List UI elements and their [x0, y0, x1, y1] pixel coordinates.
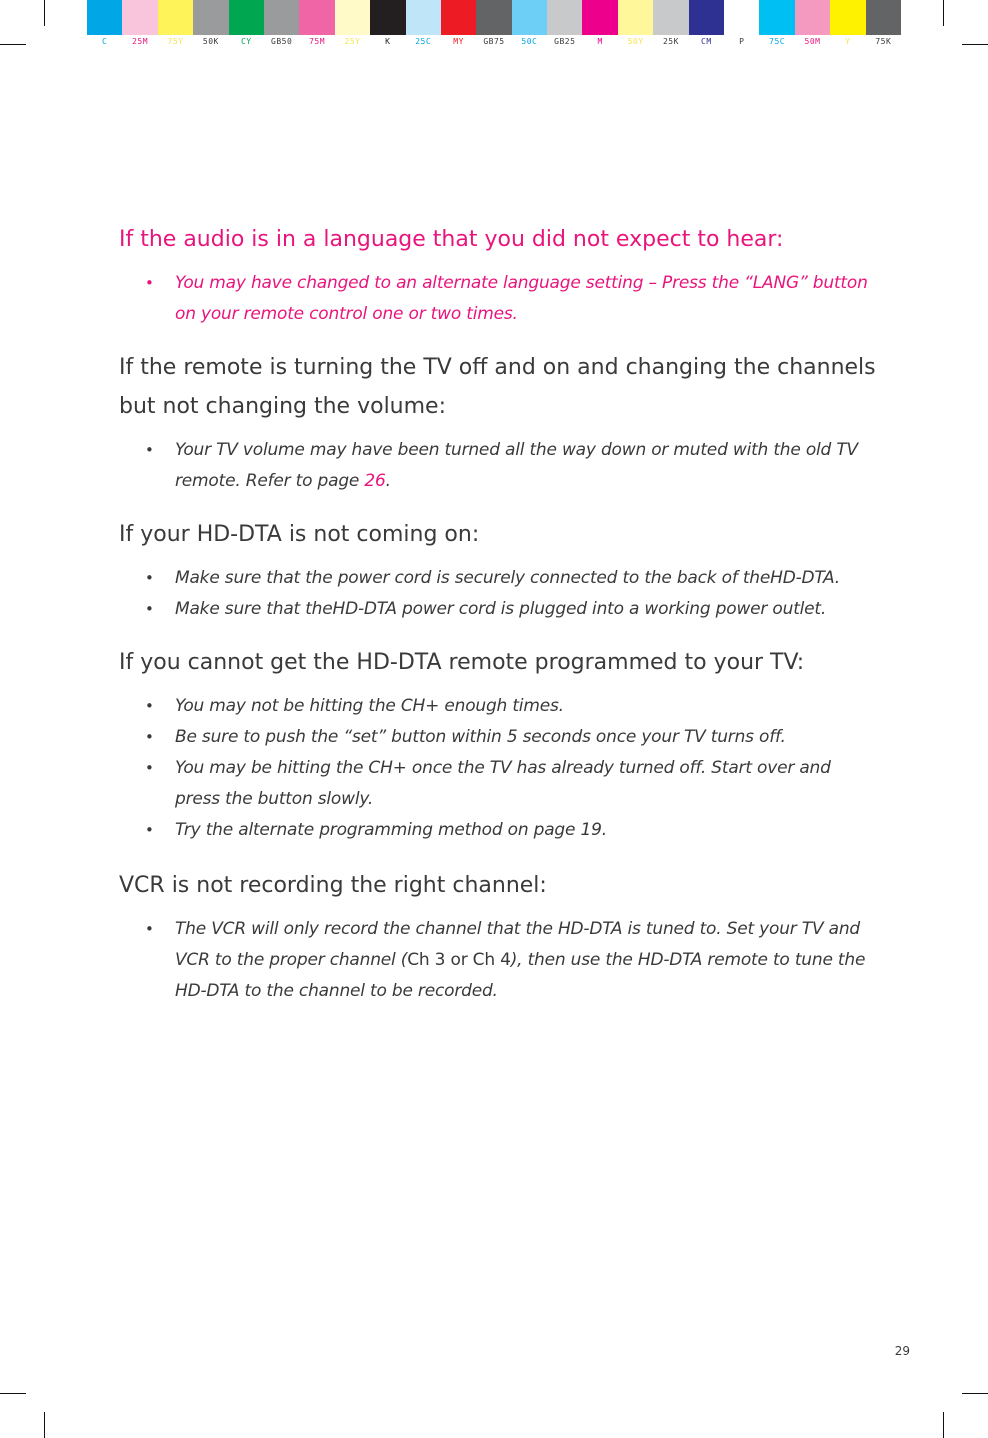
color-swatch	[653, 0, 688, 35]
color-swatch-label: GB50	[271, 37, 293, 46]
color-swatch-label: C	[102, 37, 108, 46]
bullet-icon: •	[145, 759, 154, 777]
list-item	[119, 435, 879, 497]
list-item	[119, 563, 879, 594]
color-swatch-label: 25M	[132, 37, 149, 46]
bullet-icon: •	[145, 697, 154, 715]
section-remote-volume	[119, 348, 879, 497]
crop-mark-bottom-right-horizontal	[962, 1393, 988, 1394]
color-swatch-label: 50K	[202, 37, 219, 46]
color-swatch	[87, 0, 122, 35]
list-item	[119, 722, 879, 753]
color-swatch	[299, 0, 334, 35]
bullet-icon: •	[145, 728, 154, 746]
color-swatch	[547, 0, 582, 35]
color-swatch-label: 75M	[309, 37, 326, 46]
bullet-text: You may be hitting the CH+ once the TV has already turned off. Start over and press the button slowly.	[175, 758, 831, 809]
crop-mark-bottom-left-vertical	[44, 1412, 45, 1438]
channel-numbers: Ch 3 or Ch 4	[407, 950, 511, 970]
bullet-icon: •	[145, 600, 154, 618]
bullet-text-end: .	[385, 471, 391, 491]
color-swatch	[370, 0, 405, 35]
printer-color-bar	[87, 0, 901, 48]
color-swatch	[582, 0, 617, 35]
color-swatch	[724, 0, 759, 35]
list-item	[119, 691, 879, 722]
bullet-text: Try the alternate programming method on page 19.	[175, 820, 607, 840]
crop-mark-top-right-horizontal	[962, 44, 988, 45]
color-swatch-label: 75Y	[167, 37, 184, 46]
color-swatch-label: 50M	[804, 37, 821, 46]
color-swatch-label: GB25	[554, 37, 576, 46]
bullet-icon: •	[145, 274, 154, 292]
bullet-text: Make sure that theHD-DTA power cord is plugged into a working power outlet.	[175, 599, 827, 619]
list-item	[119, 914, 879, 1007]
color-swatch	[618, 0, 653, 35]
color-swatch-label: P	[739, 37, 745, 46]
bullet-list	[119, 691, 879, 846]
section-heading: VCR is not recording the right channel:	[119, 873, 547, 898]
list-item	[119, 753, 879, 815]
color-swatch	[229, 0, 264, 35]
crop-mark-top-right-vertical	[943, 0, 944, 26]
crop-mark-top-left-vertical	[44, 0, 45, 26]
section-remote-programming	[119, 643, 879, 846]
section-vcr-recording	[119, 866, 879, 1007]
color-swatch	[795, 0, 830, 35]
bullet-text: The VCR will only record the channel that the HD-DTA is tuned to. Set your TV and VCR to the proper channel (	[175, 919, 860, 970]
color-label-row	[87, 36, 901, 48]
color-swatch	[122, 0, 157, 35]
bullet-text: Be sure to push the “set” button within 5 seconds once your TV turns off.	[175, 727, 786, 747]
color-swatch	[476, 0, 511, 35]
color-swatch-label: 75K	[875, 37, 892, 46]
color-swatch-row	[87, 0, 901, 35]
section-heading: If you cannot get the HD-DTA remote programmed to your TV:	[119, 650, 805, 675]
color-swatch	[866, 0, 901, 35]
bullet-icon: •	[145, 920, 154, 938]
color-swatch	[406, 0, 441, 35]
color-swatch-label: M	[597, 37, 603, 46]
bullet-icon: •	[145, 441, 154, 459]
list-item	[119, 594, 879, 625]
color-swatch-label: 75C	[769, 37, 786, 46]
color-swatch	[335, 0, 370, 35]
bullet-list	[119, 914, 879, 1007]
crop-mark-bottom-left-horizontal	[0, 1393, 26, 1394]
crop-mark-top-left-horizontal	[0, 44, 26, 45]
page-number: 29	[894, 1344, 910, 1358]
bullet-icon: •	[145, 821, 154, 839]
color-swatch	[264, 0, 299, 35]
list-item	[119, 815, 879, 846]
color-swatch-label: MY	[453, 37, 464, 46]
section-heading: If your HD-DTA is not coming on:	[119, 522, 480, 547]
bullet-list	[119, 268, 879, 330]
bullet-text: Make sure that the power cord is securely connected to the back of theHD-DTA.	[175, 568, 840, 588]
color-swatch-label: GB75	[483, 37, 505, 46]
troubleshooting-content	[119, 220, 879, 1007]
color-swatch-label: 50Y	[627, 37, 644, 46]
bullet-list	[119, 563, 879, 625]
color-swatch-label: K	[385, 37, 391, 46]
crop-mark-bottom-right-vertical	[943, 1412, 944, 1438]
color-swatch	[830, 0, 865, 35]
color-swatch-label: 25Y	[344, 37, 361, 46]
color-swatch	[512, 0, 547, 35]
color-swatch-label: CM	[701, 37, 712, 46]
bullet-text: You may have changed to an alternate language setting – Press the “LANG” button on your remote control one or two times.	[175, 273, 868, 324]
color-swatch-label: Y	[845, 37, 851, 46]
bullet-icon: •	[145, 569, 154, 587]
color-swatch-label: 25C	[415, 37, 432, 46]
bullet-text-end: ), then use the HD-DTA remote to tune the HD-DTA to the channel to be recorded.	[175, 950, 866, 1001]
color-swatch	[759, 0, 794, 35]
color-swatch-label: 25K	[662, 37, 679, 46]
color-swatch	[158, 0, 193, 35]
bullet-text: You may not be hitting the CH+ enough times.	[175, 696, 564, 716]
section-audio-language	[119, 220, 879, 330]
bullet-list	[119, 435, 879, 497]
list-item	[119, 268, 879, 330]
section-heading: If the remote is turning the TV off and on and changing the channels but not changing the volume:	[119, 355, 876, 419]
color-swatch	[193, 0, 228, 35]
color-swatch-label: CY	[240, 37, 252, 46]
color-swatch-label: 50C	[521, 37, 538, 46]
section-hd-dta-power	[119, 515, 879, 625]
section-heading: If the audio is in a language that you did not expect to hear:	[119, 227, 784, 252]
color-swatch	[689, 0, 724, 35]
page-reference-link[interactable]: 26	[364, 471, 386, 491]
color-swatch	[441, 0, 476, 35]
bullet-text: Your TV volume may have been turned all the way down or muted with the old TV remote. Refer to page	[175, 440, 858, 491]
